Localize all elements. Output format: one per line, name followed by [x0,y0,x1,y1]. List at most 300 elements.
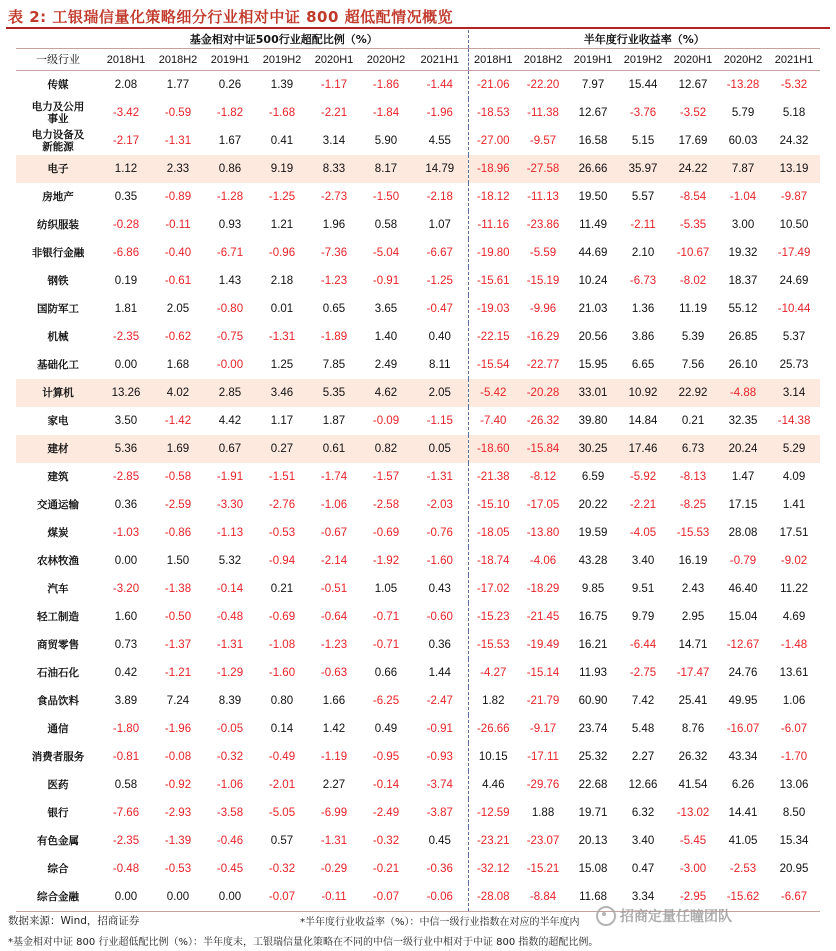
overweight-cell: -2.58 [372,499,400,511]
period-header: 2019H2 [618,49,668,71]
overweight-cell: -0.76 [426,527,453,539]
return-cell: 43.34 [728,751,758,763]
overweight-cell: 2.05 [412,379,468,407]
return-cell: 3.14 [768,379,820,407]
return-cell: -13.28 [726,79,760,91]
industry-cell: 银行 [47,807,69,819]
industry-cell: 轻工制造 [37,611,79,623]
return-cell: 6.32 [631,807,655,819]
overweight-cell: 0.27 [256,435,308,463]
table-row [16,631,820,659]
period-header: 2018H2 [518,49,568,71]
return-cell: 9.85 [581,583,605,595]
overweight-cell: -0.32 [216,751,244,763]
return-cell: 41.05 [728,835,758,847]
return-cell: -12.59 [468,799,518,827]
overweight-cell: 1.66 [322,695,346,707]
return-cell: -8.84 [518,883,568,912]
overweight-cell: -2.01 [268,779,296,791]
overweight-cell: -1.74 [320,471,348,483]
overweight-cell: -0.69 [372,527,400,539]
return-cell: 21.03 [578,303,608,315]
overweight-cell: -0.07 [256,883,308,912]
overweight-cell: 0.80 [270,695,294,707]
return-cell: 20.13 [578,835,608,847]
overweight-cell: -1.31 [320,835,348,847]
overweight-cell: 3.46 [256,379,308,407]
return-cell: 20.95 [779,863,809,875]
return-cell: -21.79 [526,695,560,707]
return-cell: 24.76 [728,667,758,679]
return-cell: -15.84 [518,435,568,463]
overweight-cell: -1.31 [216,639,244,651]
return-cell: 44.69 [578,247,608,259]
return-cell: 5.79 [731,107,755,119]
overweight-cell: 1.81 [114,303,138,315]
return-note: *半年度行业收益率（%）：中信一级行业指数在对应的半年度内 [300,917,580,928]
period-header: 2019H1 [568,49,618,71]
return-cell: -8.25 [679,499,707,511]
overweight-cell: 0.58 [114,779,138,791]
overweight-cell: -2.49 [372,807,400,819]
return-cell: -18.96 [468,155,518,183]
industry-cell: 建筑 [47,471,69,483]
overweight-cell: -0.40 [164,247,192,259]
overweight-cell: 7.24 [166,695,190,707]
return-cell: 8.50 [782,807,806,819]
table-row [16,295,820,323]
table-row [16,407,820,435]
overweight-cell: -0.49 [268,751,296,763]
overweight-cell: 1.60 [114,611,138,623]
return-cell: 11.22 [780,583,808,595]
overweight-cell: -1.38 [164,583,192,595]
overweight-cell: 1.68 [166,359,190,371]
return-cell: -23.07 [526,835,560,847]
return-cell: -14.38 [777,415,811,427]
overweight-cell: -1.42 [164,415,192,427]
group-header-overweight: 基金相对中证500行业超配比例（%） [100,30,468,49]
overweight-cell: -2.76 [268,499,296,511]
return-cell: 6.59 [581,471,605,483]
return-cell: -15.19 [526,275,560,287]
overweight-cell: -0.14 [372,779,400,791]
table-row [16,827,820,855]
return-cell: 9.51 [631,583,655,595]
overweight-cell: 0.49 [374,723,398,735]
overweight-cell: -0.95 [372,751,400,763]
industry-cell: 交通运输 [37,499,79,511]
table-row [16,603,820,631]
return-cell: 12.67 [578,107,608,119]
return-cell: -27.58 [518,155,568,183]
industry-cell: 有色金属 [37,835,79,847]
return-cell: 23.74 [578,723,608,735]
return-cell: -28.08 [468,883,518,912]
return-cell: -2.11 [630,219,656,231]
return-cell: 10.24 [578,275,608,287]
return-cell: -16.29 [526,331,560,343]
return-cell: 26.85 [728,331,758,343]
return-cell: 3.40 [631,555,655,567]
return-cell: 2.43 [681,583,705,595]
overweight-cell: -2.59 [164,499,192,511]
overweight-cell: 0.66 [374,667,398,679]
overweight-cell: 1.40 [374,331,398,343]
return-cell: 2.27 [631,751,655,763]
overweight-cell: -0.69 [268,611,296,623]
return-cell: 17.69 [678,135,708,147]
overweight-cell: 0.40 [428,331,451,343]
group-header-returns: 半年度行业收益率（%） [468,30,820,49]
overweight-cell: 0.67 [204,435,256,463]
overweight-cell: -3.20 [112,583,140,595]
overweight-cell: 0.21 [270,583,294,595]
overweight-cell: -1.60 [426,555,453,567]
overweight-cell: -0.64 [320,611,348,623]
table-row [16,799,820,827]
table-row [16,239,820,267]
overweight-cell: -1.80 [112,723,140,735]
overweight-cell: 1.07 [428,219,451,231]
return-cell: -9.57 [529,135,557,147]
overweight-cell: -0.48 [216,611,244,623]
industry-cell: 煤炭 [47,527,69,539]
overweight-cell: 4.02 [152,379,204,407]
return-cell: 3.34 [618,883,668,912]
overweight-cell: -1.89 [320,331,348,343]
overweight-cell: 1.17 [270,415,294,427]
return-cell: 4.46 [468,771,518,799]
return-cell: -26.32 [526,415,560,427]
source-note: 数据来源：Wind，招商证券 [8,915,140,927]
overweight-cell: 4.55 [428,135,451,147]
overweight-cell: 2.49 [374,359,398,371]
return-cell: -20.28 [518,379,568,407]
return-cell: 4.09 [782,471,806,483]
return-cell: 3.00 [731,219,755,231]
return-cell: 1.06 [782,695,806,707]
return-cell: -15.10 [468,491,518,519]
return-cell: -19.80 [468,239,518,267]
overweight-cell: 0.14 [270,723,294,735]
table-row [16,491,820,519]
return-cell: -9.96 [529,303,557,315]
return-cell: 18.37 [728,275,758,287]
overweight-cell: -1.44 [426,79,453,91]
return-cell: -22.20 [526,79,560,91]
return-cell: 33.01 [568,379,618,407]
return-cell: -4.06 [529,555,557,567]
return-cell: -4.05 [629,527,657,539]
overweight-cell: -1.06 [216,779,244,791]
overweight-cell: -7.36 [320,247,348,259]
overweight-cell: 2.05 [166,303,190,315]
watermark [596,906,732,926]
return-cell: -10.44 [777,303,811,315]
overweight-cell: -1.31 [164,135,192,147]
table-row [16,743,820,771]
return-cell: 19.50 [578,191,608,203]
overweight-cell: -1.29 [216,667,244,679]
return-cell: 26.10 [728,359,758,371]
overweight-cell: -0.71 [372,611,400,623]
return-cell: 25.41 [678,695,708,707]
overweight-cell: -1.91 [216,471,244,483]
return-cell: 6.26 [731,779,755,791]
industry-cell: 综合金融 [16,883,100,912]
return-cell: 15.34 [779,835,809,847]
overweight-cell: -0.05 [216,723,244,735]
overweight-cell: 5.36 [100,435,152,463]
overweight-cell: -1.17 [320,79,348,91]
overweight-cell: -0.67 [320,527,348,539]
return-cell: -2.53 [729,863,757,875]
overweight-cell: -6.67 [426,247,453,259]
return-cell: -17.05 [526,499,560,511]
overweight-cell: 0.00 [114,359,138,371]
overweight-cell: 1.50 [166,555,190,567]
return-cell: 16.19 [678,555,708,567]
overweight-cell: 0.36 [114,499,138,511]
return-cell: 8.76 [681,723,705,735]
table-row [16,715,820,743]
overweight-cell: -0.75 [216,331,244,343]
overweight-cell: -0.36 [426,863,453,875]
return-cell: 1.47 [731,471,755,483]
overweight-cell: 3.89 [114,695,138,707]
return-cell: 60.03 [728,135,758,147]
industry-cell: 电力设备及 新能源 [31,129,85,153]
overweight-cell: 5.32 [218,555,242,567]
return-cell: 15.95 [578,359,608,371]
table-row [16,379,820,407]
industry-table [16,30,820,912]
return-cell: 2.10 [631,247,655,259]
overweight-cell: -1.84 [372,107,400,119]
return-cell: -23.21 [468,827,518,855]
industry-cell: 商贸零售 [37,639,79,651]
return-cell: -2.95 [668,883,718,912]
overweight-cell: -0.28 [112,219,140,231]
return-cell: -15.61 [468,267,518,295]
overweight-cell: -2.17 [112,135,140,147]
industry-cell: 传媒 [47,79,69,91]
overweight-cell: 0.19 [114,275,138,287]
return-cell: -8.13 [679,471,707,483]
industry-column-header: 一级行业 [16,49,100,71]
return-cell: 17.46 [618,435,668,463]
overweight-cell: -1.82 [216,107,244,119]
return-cell: 5.18 [782,107,806,119]
return-cell: 15.44 [628,79,658,91]
return-cell: 25.32 [578,751,608,763]
period-header: 2021H1 [412,49,468,71]
overweight-cell: 0.61 [308,435,360,463]
overweight-cell: -1.19 [320,751,348,763]
overweight-cell: -5.04 [372,247,400,259]
overweight-cell: 3.50 [114,415,138,427]
overweight-cell: 1.96 [322,219,346,231]
return-cell: 16.75 [578,611,608,623]
return-cell: -3.52 [679,107,707,119]
return-cell: -22.77 [526,359,560,371]
return-cell: -3.00 [679,863,707,875]
overweight-note: *基金相对中证 800 行业超低配比例（%）：半年度末，工银瑞信量化策略在不同的中信一级行业中相对于中证 800 指数的超配比例。 [8,937,599,948]
return-cell: 15.08 [578,863,608,875]
return-cell: 12.66 [628,779,658,791]
return-cell: -17.02 [468,575,518,603]
overweight-cell: -1.23 [320,275,348,287]
return-cell: -19.03 [468,295,518,323]
return-cell: 30.25 [568,435,618,463]
table-row [16,435,820,463]
return-cell: 1.82 [468,687,518,715]
return-cell: -8.54 [679,191,707,203]
return-cell: -17.47 [676,667,710,679]
overweight-cell: -0.45 [216,863,244,875]
return-cell: -11.38 [527,107,559,119]
return-cell: -15.21 [526,863,560,875]
return-cell: 19.32 [728,247,758,259]
return-cell: 1.36 [631,303,655,315]
overweight-cell: -1.25 [268,191,296,203]
overweight-cell: 0.73 [114,639,138,651]
overweight-cell: 0.00 [100,883,152,912]
return-cell: -18.12 [468,183,518,211]
overweight-cell: -0.47 [426,303,453,315]
industry-cell: 食品饮料 [37,695,79,707]
overweight-cell: -0.11 [165,219,191,231]
return-cell: 14.84 [628,415,658,427]
return-cell: 12.67 [678,79,708,91]
overweight-cell: -6.25 [372,695,400,707]
return-cell: 1.88 [531,807,555,819]
overweight-cell: -0.62 [164,331,192,343]
overweight-cell: -0.89 [164,191,192,203]
period-header: 2019H1 [204,49,256,71]
overweight-cell: -0.86 [164,527,192,539]
return-cell: 25.73 [779,359,809,371]
overweight-cell: 0.86 [204,155,256,183]
overweight-cell: 4.62 [360,379,412,407]
industry-cell: 非银行金融 [31,247,85,259]
return-cell: -17.11 [527,751,559,763]
overweight-cell: -5.05 [268,807,296,819]
overweight-cell: -6.86 [112,247,140,259]
table-body [16,71,820,912]
return-cell: -15.62 [718,883,768,912]
overweight-cell: 1.69 [152,435,204,463]
return-cell: -3.76 [629,107,657,119]
return-cell: -13.02 [676,807,710,819]
overweight-cell: -2.47 [426,695,453,707]
return-cell: 7.97 [581,79,605,91]
overweight-cell: -2.14 [320,555,348,567]
return-cell: 11.68 [568,883,618,912]
table-title: 表 2: 工银瑞信量化策略细分行业相对中证 800 超低配情况概览 [8,8,454,26]
table-row [16,71,820,100]
overweight-cell: 5.35 [308,379,360,407]
return-cell: -22.15 [468,323,518,351]
period-header: 2020H1 [308,49,360,71]
period-header: 2021H1 [768,49,820,71]
return-cell: 11.49 [579,219,607,231]
industry-cell: 房地产 [42,191,74,203]
return-cell: 0.47 [631,863,655,875]
return-cell: -11.13 [527,191,559,203]
industry-cell: 通信 [47,723,69,735]
return-cell: 13.06 [779,779,809,791]
overweight-cell: 0.00 [204,883,256,912]
industry-cell: 计算机 [16,379,100,407]
return-cell: 60.90 [578,695,608,707]
table-row [16,323,820,351]
return-cell: -15.23 [468,603,518,631]
industry-cell: 农林牧渔 [37,555,79,567]
return-cell: -0.79 [729,555,757,567]
return-cell: -27.00 [468,127,518,155]
overweight-cell: 8.17 [360,155,412,183]
overweight-cell: 0.58 [374,219,398,231]
overweight-cell: -2.35 [112,331,140,343]
return-cell: -21.45 [526,611,560,623]
table-row [16,547,820,575]
return-cell: 41.54 [678,779,708,791]
overweight-cell: -0.81 [112,751,140,763]
table-row [16,855,820,883]
overweight-cell: -1.37 [164,639,192,651]
overweight-cell: -2.03 [426,499,453,511]
overweight-cell: -2.18 [426,191,453,203]
overweight-cell: -1.50 [372,191,400,203]
return-cell: 6.73 [668,435,718,463]
overweight-cell: -0.32 [372,835,400,847]
overweight-cell: -1.51 [268,471,296,483]
return-cell: -18.05 [468,519,518,547]
overweight-cell: -0.92 [164,779,192,791]
return-cell: -6.67 [768,883,820,912]
industry-cell: 电力及公用 事业 [31,101,85,125]
overweight-cell: 1.21 [270,219,294,231]
overweight-cell: -0.58 [164,471,192,483]
overweight-cell: -0.53 [164,863,192,875]
return-cell: 20.56 [578,331,608,343]
return-cell: 10.50 [779,219,809,231]
return-cell: 55.12 [728,303,758,315]
overweight-cell: 0.01 [270,303,294,315]
return-cell: 5.57 [631,191,655,203]
overweight-cell: 13.26 [100,379,152,407]
overweight-cell: 3.14 [322,135,346,147]
overweight-cell: 2.27 [322,779,346,791]
table-row [16,463,820,491]
period-header: 2020H1 [668,49,718,71]
return-cell: 35.97 [618,155,668,183]
overweight-cell: -1.13 [216,527,244,539]
period-header: 2018H1 [468,49,518,71]
overweight-cell: -1.96 [426,107,453,119]
table-row [16,687,820,715]
table-row [16,127,820,155]
overweight-cell: -3.74 [426,779,453,791]
return-cell: -21.06 [468,71,518,100]
return-cell: -4.88 [718,379,768,407]
overweight-cell: -0.07 [360,883,412,912]
overweight-cell: 7.85 [322,359,346,371]
overweight-cell: -2.73 [320,191,348,203]
return-cell: -2.21 [629,499,657,511]
